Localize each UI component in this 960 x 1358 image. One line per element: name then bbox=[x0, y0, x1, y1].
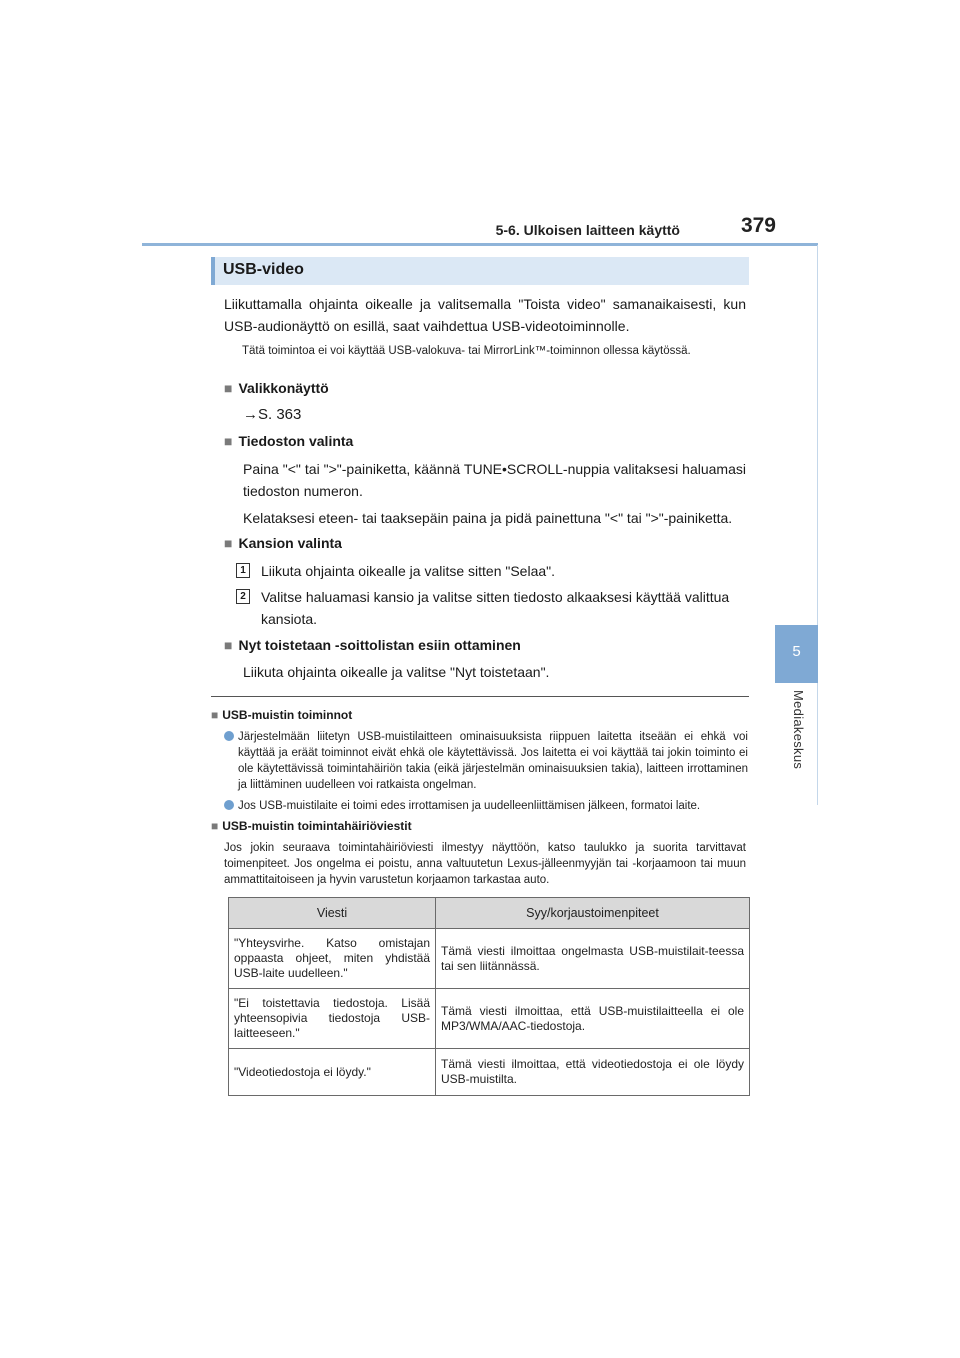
step-number-badge: 2 bbox=[236, 589, 250, 604]
table-row bbox=[229, 929, 750, 989]
square-bullet-icon: ■ bbox=[224, 433, 233, 449]
message-cell: "Videotiedostoja ei löydy." bbox=[229, 1049, 436, 1096]
section-title: USB-video bbox=[223, 261, 304, 278]
note-bullet: Jos USB-muistilaite ei toimi edes irrottamisen ja uudelleenliittämisen jälkeen, formatoi laite. bbox=[224, 798, 748, 814]
note-heading-usb-functions: ■ USB-muistin toiminnot bbox=[211, 708, 353, 722]
file-text-2: Kelataksesi eteen- tai taaksepäin paina ja pidä painettuna "<" tai ">"-painiketta. bbox=[243, 510, 733, 526]
square-bullet-icon: ■ bbox=[211, 708, 219, 722]
section-intro: Liikuttamalla ohjainta oikealle ja valitsemalla "Toista video" samanaikaisesti, kun USB-audionäyttö on esillä, saat vaihdettua USB-videotoiminnolle. bbox=[224, 296, 746, 334]
side-divider bbox=[817, 245, 818, 805]
square-bullet-icon: ■ bbox=[224, 535, 233, 551]
note-heading-usb-errors: ■ USB-muistin toimintahäiriöviestit bbox=[211, 819, 412, 833]
section-note: Tätä toimintoa ei voi käyttää USB-valokuva- tai MirrorLink™-toiminnon ollessa käytössä. bbox=[242, 345, 691, 357]
message-cell: "Yhteysvirhe. Katso omistajan oppaasta ohjeet, miten yhdistää USB-laite uudelleen." bbox=[229, 929, 436, 989]
now-playing-text: Liikuta ohjainta oikealle ja valitse "Nyt toistetaan". bbox=[243, 664, 550, 680]
subhead-file: ■ Tiedoston valinta bbox=[224, 433, 354, 449]
step-number-badge: 1 bbox=[236, 563, 250, 578]
header-divider bbox=[142, 243, 818, 246]
step-text: Valitse haluamasi kansio ja valitse sitten tiedosto alkaaksesi käyttää valittua kansiota. bbox=[261, 589, 730, 627]
subhead-menu: ■ Valikkonäyttö bbox=[224, 380, 329, 396]
step-text: Liikuta ohjainta oikealle ja valitse sitten "Selaa". bbox=[261, 563, 555, 579]
cause-cell: Tämä viesti ilmoittaa, että videotiedostoja ei ole löydy USB-muistilta. bbox=[436, 1049, 750, 1096]
circle-bullet-icon bbox=[224, 731, 234, 741]
column-header: Syy/korjaustoimenpiteet bbox=[436, 898, 750, 929]
notes-divider bbox=[211, 696, 749, 697]
square-bullet-icon: ■ bbox=[211, 819, 219, 833]
message-cell: "Ei toistettavia tiedostoja. Lisää yhteensopivia tiedostoja USB-laitteeseen." bbox=[229, 989, 436, 1049]
cause-cell: Tämä viesti ilmoittaa ongelmasta USB-muistilait-teessa tai sen liitännässä. bbox=[436, 929, 750, 989]
cause-cell: Tämä viesti ilmoittaa, että USB-muistilaitteella ei ole MP3/WMA/AAC-tiedostoja. bbox=[436, 989, 750, 1049]
column-header: Viesti bbox=[229, 898, 436, 929]
square-bullet-icon: ■ bbox=[224, 637, 233, 653]
chapter-label: Mediakeskus bbox=[791, 690, 806, 770]
file-text-1: Paina "<" tai ">"-painiketta, käännä TUNE•SCROLL-nuppia valitaksesi haluamasi tiedoston numeron. bbox=[243, 461, 746, 499]
running-header: 5-6. Ulkoisen laitteen käyttö bbox=[495, 222, 680, 238]
table-header-row bbox=[229, 898, 750, 929]
note-errors-text: Jos jokin seuraava toimintahäiriöviesti ilmestyy näyttöön, katso taulukko ja suorita tarvittavat toimenpiteet. Jos ongelma ei poistu, anna valtuutetun Lexus-jälleenmyyjän tai -korjaamoon tai muun ammattitaitoiseen ja hyvin varustetun korjaamon tarkastaa auto. bbox=[224, 842, 746, 886]
table-row bbox=[229, 989, 750, 1049]
note-bullet: Järjestelmään liitetyn USB-muistilaitteen ominaisuuksista riippuen laitetta itseään ei ehkä voi käyttää ja eräät toiminnot eivät ehkä ole käytettävissä. Jos laitetta ei voi käyttää tai jokin toiminto ei ole käytettävissä toimintahäiriön takia (eikä järjestelmän ominaisuuksien takia), laitteen irrottaminen ja liittäminen uudelleen voi ratkaista ongelman. bbox=[224, 729, 748, 793]
table-row bbox=[229, 1049, 750, 1096]
subhead-now-playing: ■ Nyt toistetaan -soittolistan esiin ottaminen bbox=[224, 637, 521, 653]
error-message-table bbox=[228, 897, 750, 1096]
menu-reference-link[interactable]: →S. 363 bbox=[243, 406, 302, 423]
section-title-bar bbox=[211, 257, 749, 285]
page-number: 379 bbox=[740, 214, 776, 237]
subhead-folder: ■ Kansion valinta bbox=[224, 535, 342, 551]
circle-bullet-icon bbox=[224, 800, 234, 810]
square-bullet-icon: ■ bbox=[224, 380, 233, 396]
chapter-tab: 5 bbox=[775, 625, 818, 683]
